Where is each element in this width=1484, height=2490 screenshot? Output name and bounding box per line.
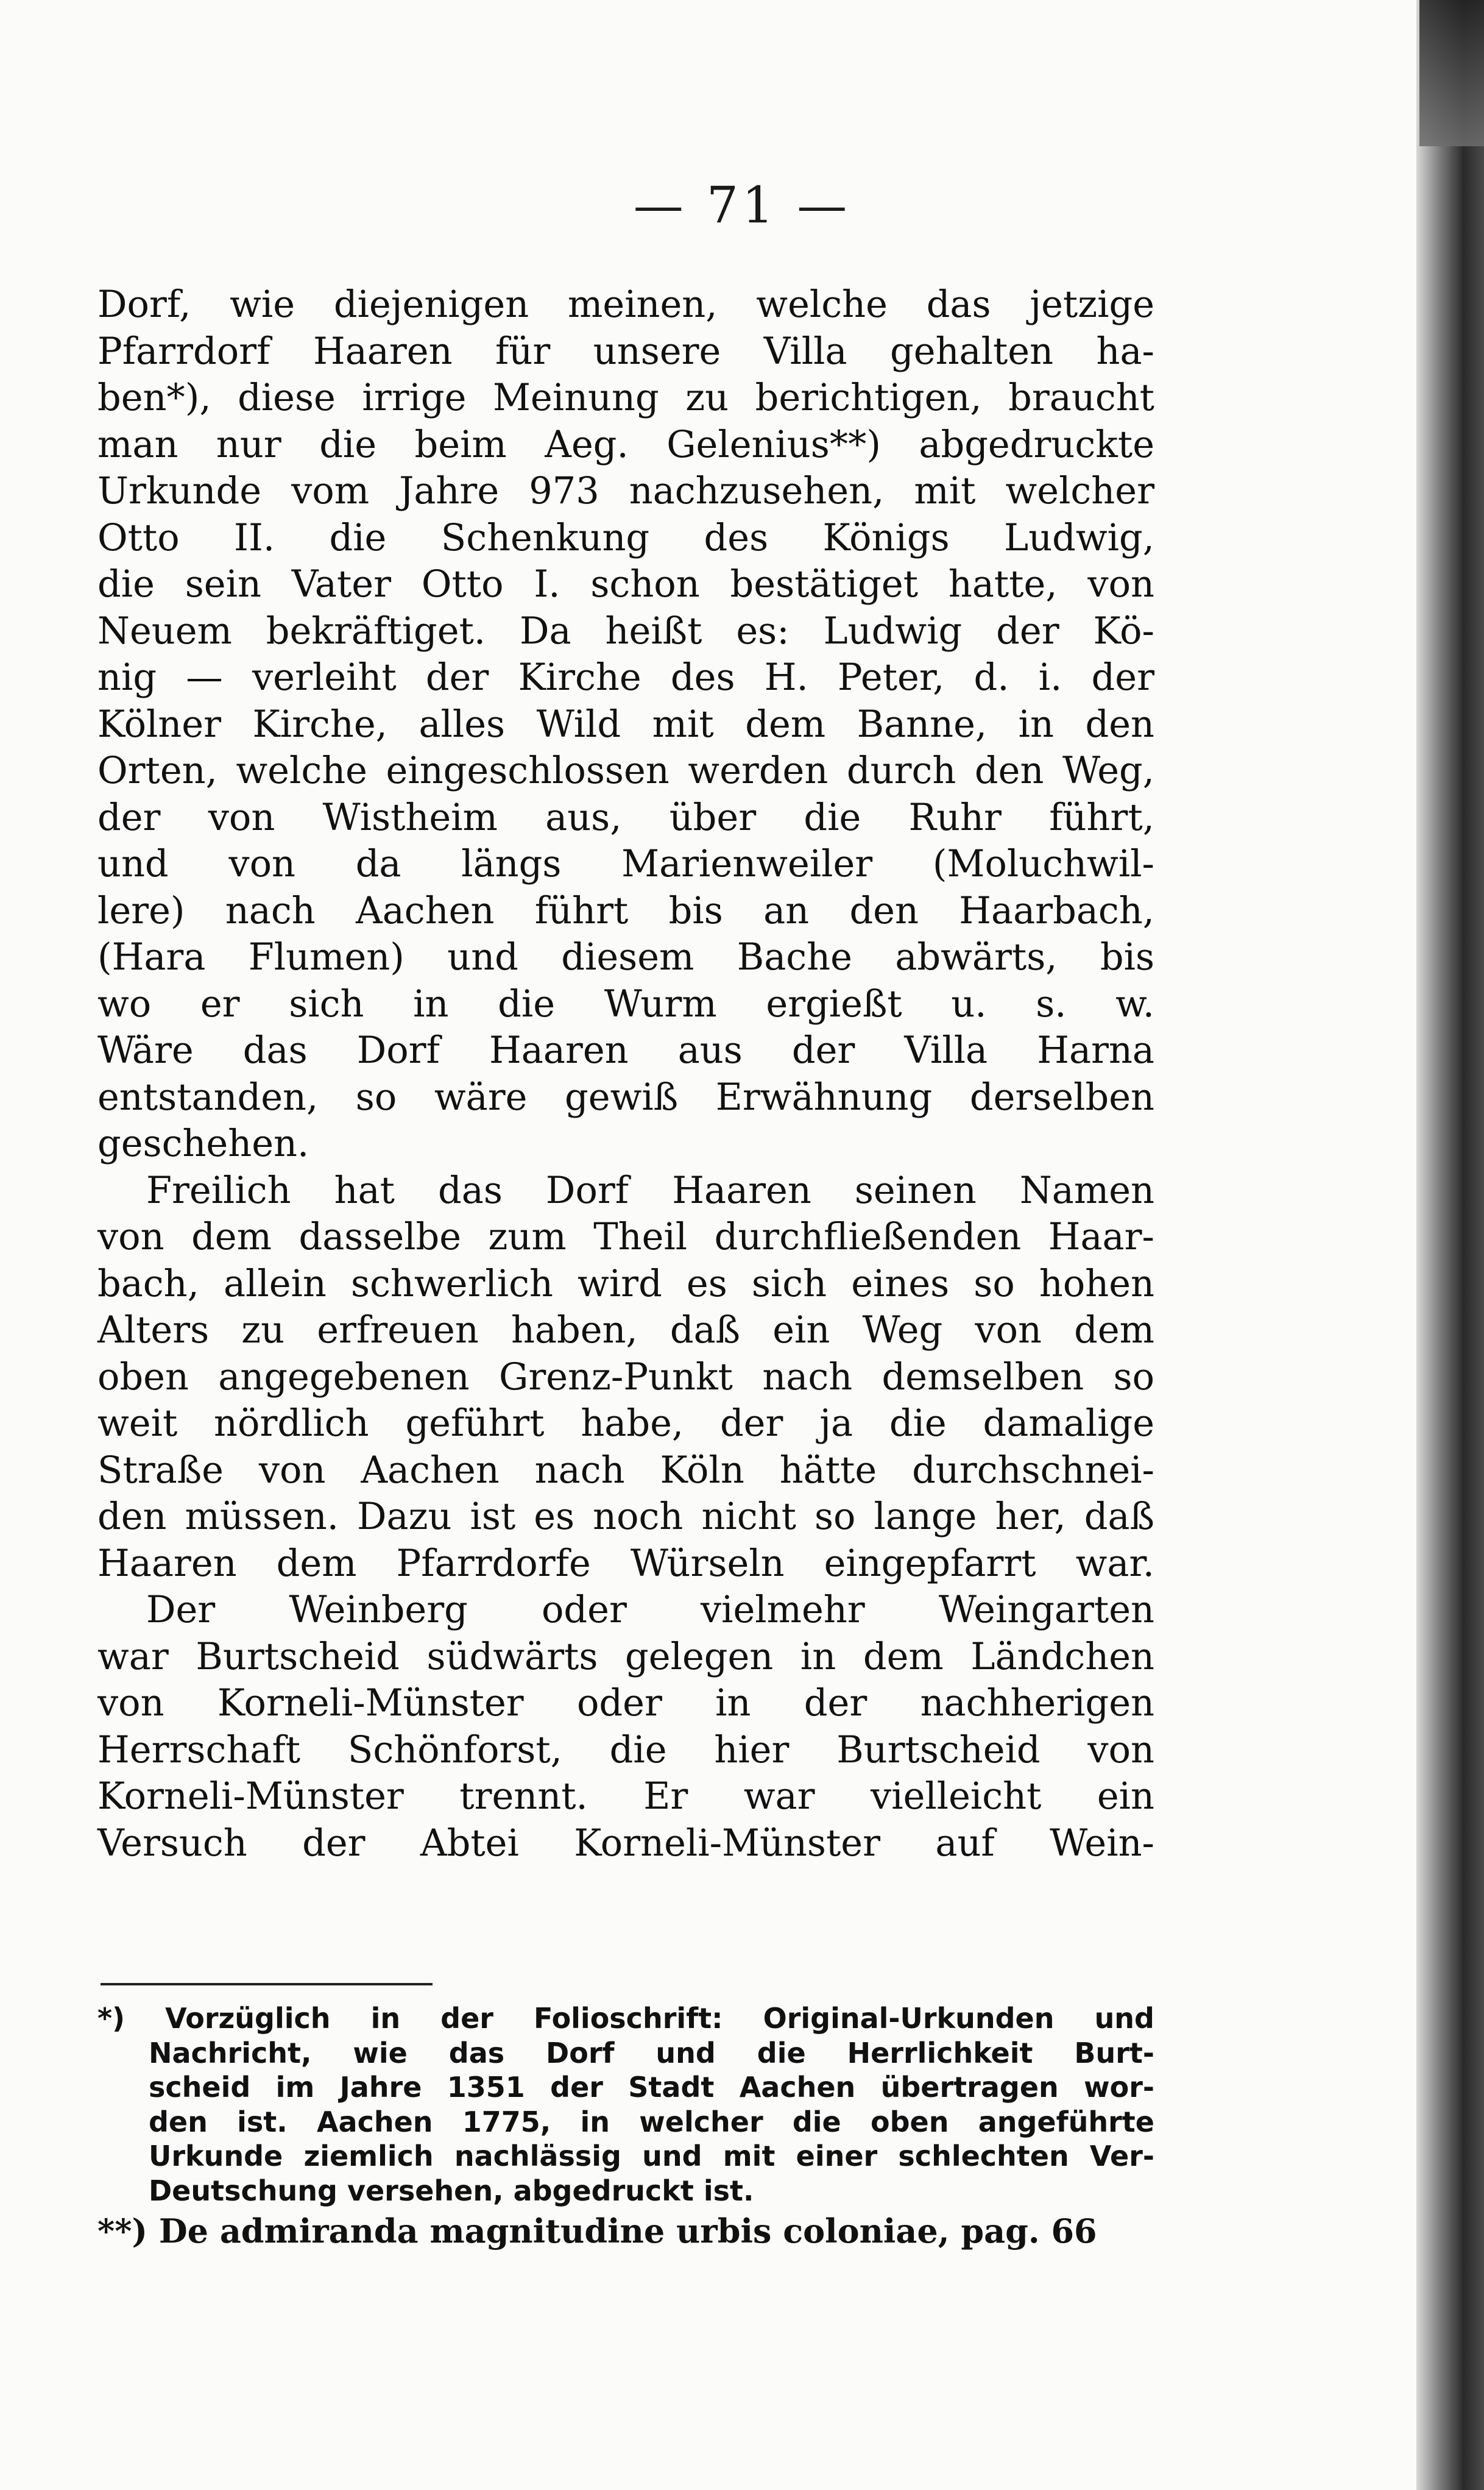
text-line: lere) nach Aachen führt bis an den Haarbach,: [97, 889, 1154, 932]
paragraph-start-line: Freilich hat das Dorf Haaren seinen Namen: [146, 1169, 1154, 1212]
text-line: Versuch der Abtei Korneli-Münster auf Wein-: [97, 1821, 1154, 1865]
text-line: nig — verleiht der Kirche des H. Peter, d. i. der: [97, 656, 1154, 699]
text-line: entstanden, so wäre gewiß Erwähnung derselben: [97, 1076, 1154, 1119]
text-line: Dorf, wie diejenigen meinen, welche das jetzige: [97, 283, 1154, 326]
footnote-divider: [101, 1983, 433, 1985]
text-line: Orten, welche eingeschlossen werden durch den Weg,: [97, 750, 1154, 792]
text-line: (Hara Flumen) und diesem Bache abwärts, bis: [97, 936, 1154, 979]
text-line: man nur die beim Aeg. Gelenius**) abgedruckte: [97, 423, 1154, 466]
text-line: Alters zu erfreuen haben, daß ein Weg von dem: [97, 1309, 1154, 1352]
paragraph-start-line: Der Weinberg oder vielmehr Weingarten: [146, 1589, 1154, 1631]
text-line: Haaren dem Pfarrdorfe Würseln eingepfarrt war.: [97, 1542, 1154, 1585]
text-line: den müssen. Dazu ist es noch nicht so lange her, daß: [97, 1495, 1154, 1538]
main-text: [97, 282, 1154, 1867]
text-line: weit nördlich geführt habe, der ja die damalige: [97, 1402, 1154, 1445]
text-line: war Burtscheid südwärts gelegen in dem Ländchen: [97, 1635, 1154, 1678]
text-line: wo er sich in die Wurm ergießt u. s. w.: [97, 982, 1154, 1026]
footnote-line: Urkunde ziemlich nachlässig und mit einer schlechten Ver-: [149, 2140, 1154, 2173]
footnote-line: **) De admiranda magnitudine urbis coloniae, pag. 66: [97, 2212, 1097, 2251]
text-line: Urkunde vom Jahre 973 nachzusehen, mit welcher: [97, 470, 1154, 513]
footnote-line: scheid im Jahre 1351 der Stadt Aachen übertragen wor-: [149, 2071, 1154, 2104]
text-line: Korneli-Münster trennt. Er war vielleicht ein: [97, 1775, 1154, 1818]
text-line: oben angegebenen Grenz-Punkt nach demselben so: [97, 1355, 1154, 1399]
text-line: Herrschaft Schönforst, die hier Burtscheid von: [97, 1728, 1154, 1772]
text-line: geschehen.: [97, 1123, 309, 1165]
text-line: Straße von Aachen nach Köln hätte durchschnei-: [97, 1449, 1154, 1492]
text-line: die sein Vater Otto I. schon bestätiget hatte, von: [97, 563, 1154, 606]
text-line: bach, allein schwerlich wird es sich eines so hohen: [97, 1262, 1154, 1305]
text-line: Otto II. die Schenkung des Königs Ludwig,: [97, 516, 1154, 559]
footnote-line: Deutschung versehen, abgedruckt ist.: [149, 2174, 754, 2207]
footnote-line: den ist. Aachen 1775, in welcher die oben angeführte: [149, 2105, 1154, 2138]
text-line: Pfarrdorf Haaren für unsere Villa gehalten ha-: [97, 330, 1154, 373]
text-line: und von da längs Marienweiler (Moluchwil-: [97, 843, 1154, 885]
text-line: ben*), diese irrige Meinung zu berichtigen, braucht: [97, 377, 1154, 419]
text-line: von Korneli-Münster oder in der nachherigen: [97, 1682, 1154, 1725]
page-number: — 71 —: [633, 177, 851, 235]
text-line: der von Wistheim aus, über die Ruhr führt,: [97, 796, 1154, 839]
text-line: von dem dasselbe zum Theil durchfließenden Haar-: [97, 1216, 1154, 1258]
book-spine-edge: [1416, 0, 1484, 2490]
text-line: Wäre das Dorf Haaren aus der Villa Harna: [97, 1029, 1154, 1072]
footnotes: [97, 2001, 1154, 2251]
footnote-line: Nachricht, wie das Dorf und die Herrlichkeit Burt-: [149, 2036, 1154, 2070]
text-line: Neuem bekräftiget. Da heißt es: Ludwig der Kö-: [97, 609, 1154, 653]
text-line: Kölner Kirche, alles Wild mit dem Banne, in den: [97, 703, 1154, 746]
footnote-line: *) Vorzüglich in der Folioschrift: Original-Urkunden und: [97, 2002, 1154, 2035]
book-edge-shadow: [1419, 0, 1484, 146]
